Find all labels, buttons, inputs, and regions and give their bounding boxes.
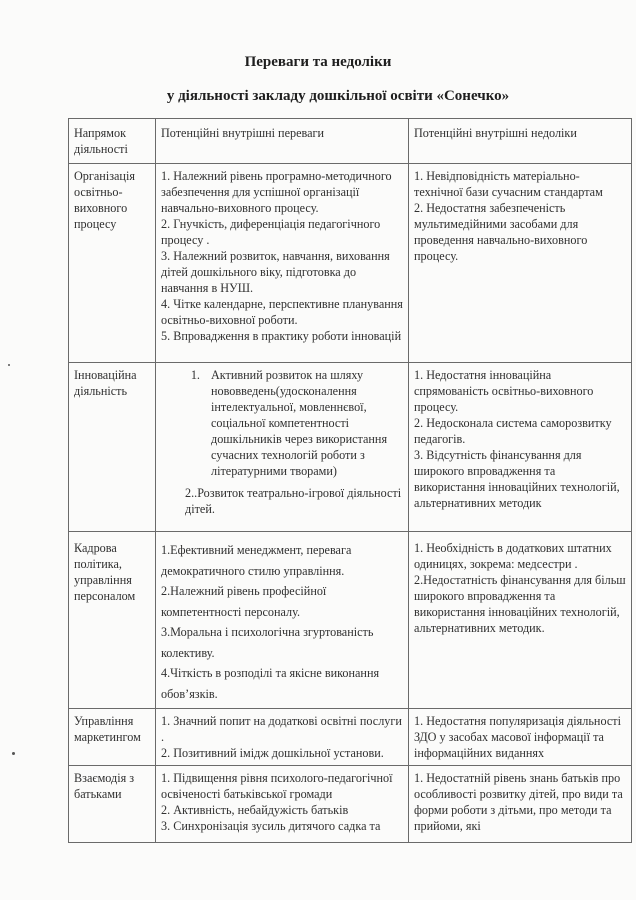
table-row	[69, 709, 632, 766]
advantages-disadvantages-table	[68, 118, 632, 843]
row-direction: Кадрова політика, управління персоналом	[69, 532, 156, 709]
scan-speck	[12, 752, 15, 755]
advantage-item: 4. Чітке календарне, перспективне планування освітньо-виховної роботи.	[161, 297, 403, 327]
row-direction: Взаємодія з батьками	[69, 766, 156, 843]
scan-speck	[8, 364, 10, 366]
disadvantage-item: 2. Недостатня забезпеченість мультимедійними засобами для проведення навчально-виховного процесу.	[414, 201, 588, 263]
disadvantage-item: 1. Недостатній рівень знань батьків про особливості розвитку дітей, про види та форми роботи з дітьми, про методи та прийоми, які	[414, 771, 623, 833]
advantage-item: 5. Впровадження в практику роботи інновацій	[161, 329, 402, 343]
disadvantage-item: 3. Відсутність фінансування для широкого впровадження та використання інноваційних технологій, альтернативних методик	[414, 448, 620, 510]
row-direction: Організація освітньо-виховного процесу	[69, 164, 156, 363]
disadvantage-item: 2.Недостатність фінансування для більш широкого впровадження та використання інноваційних технологій, альтернативних методик.	[414, 573, 626, 635]
document-subtitle: у діяльності закладу дошкільної освіти «Сонечко»	[166, 88, 510, 104]
header-direction: Напрямок діяльності	[69, 119, 156, 164]
header-disadvantages: Потенційні внутрішні недоліки	[409, 119, 632, 164]
document-title: Переваги та недоліки	[244, 54, 392, 70]
advantage-item: 2. Гнучкість, диференціація педагогічного процесу .	[161, 217, 381, 247]
row-advantages	[156, 766, 409, 843]
table-row	[69, 363, 632, 532]
advantage-item: 3.Моральна і психологічна згуртованість колективу.	[161, 625, 374, 660]
advantage-item: 2.Належний рівень професійної компетентності персоналу.	[161, 584, 327, 619]
row-disadvantages	[409, 363, 632, 532]
row-direction: Інноваційна діяльність	[69, 363, 156, 532]
table-row	[69, 532, 632, 709]
advantage-item: 1. Підвищення рівня психолого-педагогічної освіченості батьківської громади	[161, 771, 393, 801]
row-advantages	[156, 532, 409, 709]
row-disadvantages	[409, 164, 632, 363]
advantage-item: 3. Належний розвиток, навчання, виховання дітей дошкільного віку, підготовка до навчання в НУШ.	[161, 249, 390, 295]
advantages-numbered-list	[161, 367, 404, 479]
row-advantages	[156, 164, 409, 363]
disadvantage-item: 1. Недостатня інноваційна спрямованість освітньо-виховного процесу.	[414, 368, 594, 414]
row-disadvantages	[409, 766, 632, 843]
disadvantage-item: 1. Недостатня популяризація діяльності ЗДО у засобах масової інформації та інформаційних виданнях	[414, 714, 621, 760]
advantage-item: 2. Позитивний імідж дошкільної установи.	[161, 746, 384, 760]
row-direction: Управління маркетингом	[69, 709, 156, 766]
advantage-item: 1.Ефективний менеджмент, перевага демократичного стилю управління.	[161, 543, 352, 578]
advantage-item: 2. Активність, небайдужість батьків	[161, 803, 349, 817]
row-disadvantages	[409, 532, 632, 709]
row-advantages	[156, 363, 409, 532]
disadvantage-item: 1. Необхідність в додаткових штатних одиницях, зокрема: медсестри .	[414, 541, 612, 571]
advantage-item: 4.Чіткість в розподілі та якісне виконання обов’язків.	[161, 666, 380, 701]
disadvantage-item: 2. Недосконала система саморозвитку педагогів.	[414, 416, 612, 446]
advantage-item: 1. Належний рівень програмно-методичного забезпечення для успішної організації навчально-виховного процесу.	[161, 169, 392, 215]
table-header-row	[69, 119, 632, 164]
row-advantages	[156, 709, 409, 766]
table-row	[69, 164, 632, 363]
disadvantage-item: 1. Невідповідність матеріально-технічної бази сучасним стандартам	[414, 169, 603, 199]
table-row	[69, 766, 632, 843]
header-advantages: Потенційні внутрішні переваги	[156, 119, 409, 164]
advantage-item: 1. Активний розвиток на шляху нововведень(удосконалення інтелектуальної, мовленнєвої, соціальної компетентності дошкільників через використання сучасних технологій роботи з літературними творами)	[203, 367, 404, 479]
advantage-item: 3. Синхронізація зусиль дитячого садка та	[161, 819, 381, 833]
row-disadvantages	[409, 709, 632, 766]
advantage-item: 2..Розвиток театрально-ігрової діяльності дітей.	[185, 486, 402, 516]
advantage-item: 1. Значний попит на додаткові освітні послуги .	[161, 714, 402, 744]
